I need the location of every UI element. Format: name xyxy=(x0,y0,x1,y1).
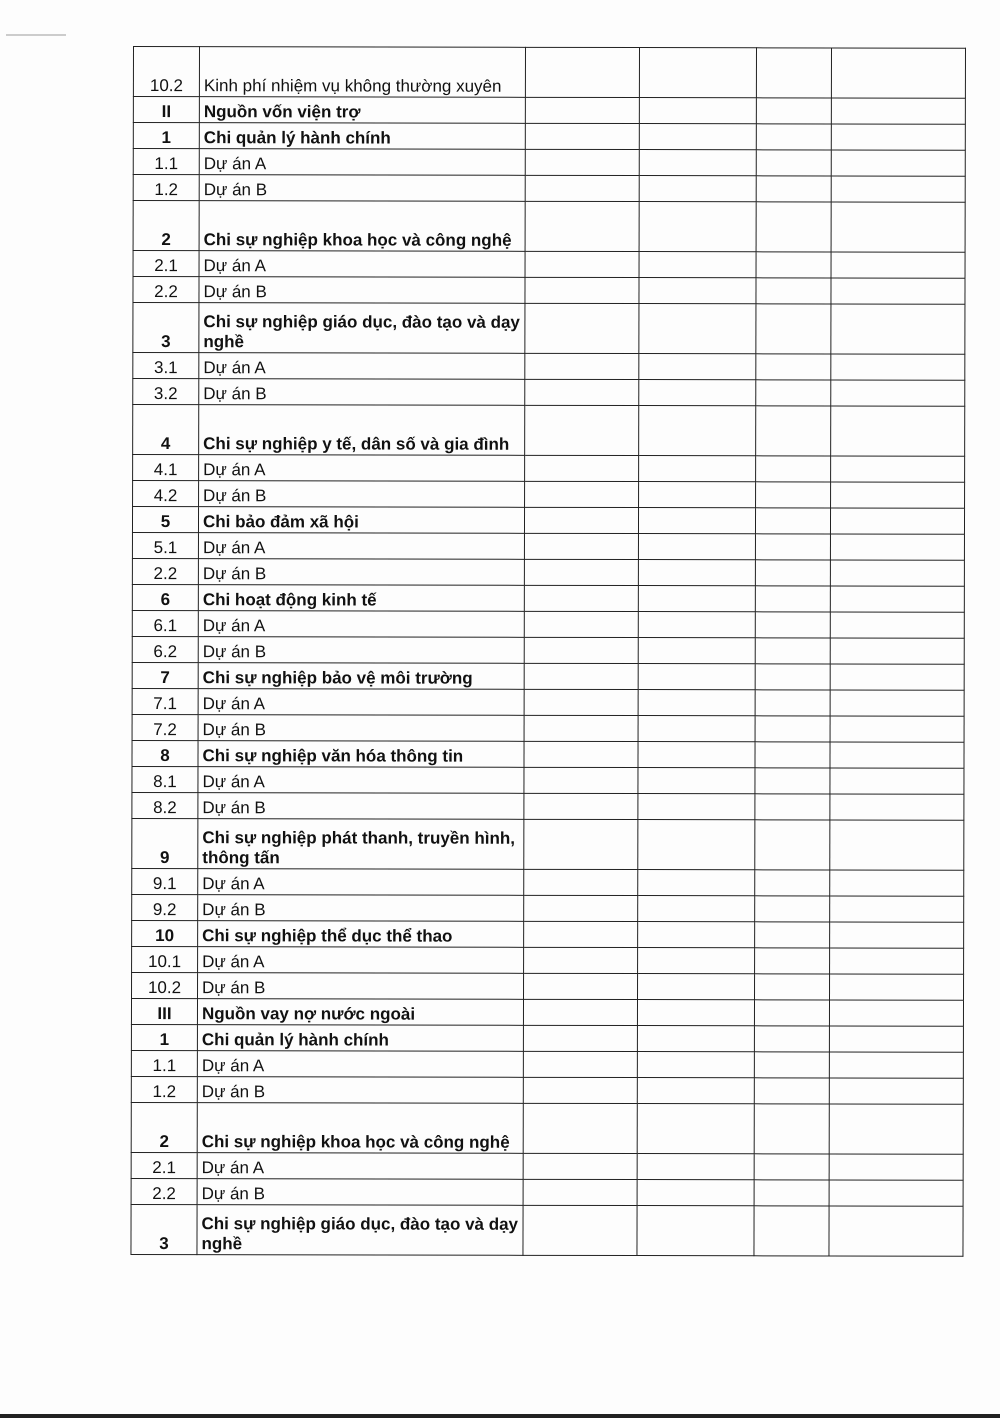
table-row xyxy=(131,1178,963,1206)
empty-value-cell xyxy=(639,98,756,124)
empty-value-cell xyxy=(831,150,965,176)
empty-value-cell xyxy=(639,150,756,176)
row-number-cell: 1.2 xyxy=(133,175,199,201)
empty-value-cell xyxy=(830,586,964,612)
row-number-cell: 6.2 xyxy=(132,636,198,662)
row-number-cell: 7.2 xyxy=(132,714,198,740)
row-label-cell: Dự án B xyxy=(199,175,525,202)
row-number-cell: 3.2 xyxy=(133,379,199,405)
row-label-cell: Dự án B xyxy=(198,715,524,742)
empty-value-cell xyxy=(524,741,638,767)
empty-value-cell xyxy=(523,1179,637,1205)
row-label-cell: Kinh phí nhiệm vụ không thường xuyên xyxy=(199,47,525,98)
row-number-cell: 2.2 xyxy=(133,277,199,303)
row-label-cell: Dự án B xyxy=(197,1179,523,1206)
empty-value-cell xyxy=(754,1078,829,1104)
table-row xyxy=(132,636,964,664)
empty-value-cell xyxy=(639,278,756,304)
empty-value-cell xyxy=(524,947,638,973)
table-row xyxy=(133,175,965,203)
row-number-cell: III xyxy=(131,998,197,1024)
empty-value-cell xyxy=(755,974,830,1000)
row-number-cell: 8 xyxy=(132,740,198,766)
empty-value-cell xyxy=(756,202,831,252)
empty-value-cell xyxy=(830,922,964,948)
row-label-cell: Chi sự nghiệp giáo dục, đào tạo và dạy nghề xyxy=(197,1205,523,1256)
table-row xyxy=(131,1024,963,1052)
empty-value-cell xyxy=(755,534,830,560)
empty-value-cell xyxy=(638,508,755,534)
empty-value-cell xyxy=(831,406,965,456)
empty-value-cell xyxy=(831,98,965,124)
row-label-cell: Dự án A xyxy=(197,1051,523,1078)
row-number-cell: 6 xyxy=(132,584,198,610)
row-number-cell: 4.1 xyxy=(133,455,199,481)
row-number-cell: 8.1 xyxy=(132,766,198,792)
table-row xyxy=(131,1076,963,1104)
empty-value-cell xyxy=(756,124,831,150)
empty-value-cell xyxy=(639,176,756,202)
row-number-cell: 2 xyxy=(131,1102,197,1152)
empty-value-cell xyxy=(755,794,830,820)
row-label-cell: Chi bảo đảm xã hội xyxy=(198,507,524,534)
empty-value-cell xyxy=(756,482,831,508)
row-label-cell: Chi sự nghiệp bảo vệ môi trường xyxy=(198,663,524,690)
empty-value-cell xyxy=(830,948,964,974)
empty-value-cell xyxy=(754,1206,829,1256)
empty-value-cell xyxy=(523,1103,637,1153)
row-label-cell: Chi sự nghiệp khoa học và công nghệ xyxy=(199,201,525,252)
empty-value-cell xyxy=(637,1000,754,1026)
empty-value-cell xyxy=(638,664,755,690)
table-row xyxy=(132,714,964,742)
empty-value-cell xyxy=(755,586,830,612)
row-number-cell: 10.1 xyxy=(132,946,198,972)
empty-value-cell xyxy=(831,278,965,304)
row-label-cell: Dự án B xyxy=(198,973,524,1000)
row-label-cell: Chi sự nghiệp văn hóa thông tin xyxy=(198,741,524,768)
empty-value-cell xyxy=(830,638,964,664)
table-row xyxy=(133,97,965,125)
empty-value-cell xyxy=(638,742,755,768)
row-label-cell: Dự án B xyxy=(199,277,525,304)
table-row xyxy=(132,507,964,535)
table-row xyxy=(132,533,964,561)
empty-value-cell xyxy=(831,304,965,354)
empty-value-cell xyxy=(829,1104,963,1154)
empty-value-cell xyxy=(638,948,755,974)
empty-value-cell xyxy=(638,612,755,638)
row-label-cell: Dự án B xyxy=(198,559,524,586)
empty-value-cell xyxy=(756,48,831,98)
empty-value-cell xyxy=(638,690,755,716)
budget-table-body xyxy=(131,47,966,1257)
row-label-cell: Dự án A xyxy=(198,533,524,560)
empty-value-cell xyxy=(830,690,964,716)
empty-value-cell xyxy=(755,922,830,948)
table-row xyxy=(132,920,964,948)
row-label-cell: Dự án A xyxy=(198,689,524,716)
empty-value-cell xyxy=(755,560,830,586)
row-label-cell: Dự án B xyxy=(199,481,525,508)
empty-value-cell xyxy=(637,1026,754,1052)
empty-value-cell xyxy=(638,794,755,820)
empty-value-cell xyxy=(637,1180,754,1206)
row-number-cell: 1.1 xyxy=(133,149,199,175)
row-number-cell: 1 xyxy=(131,1024,197,1050)
row-number-cell: 2.2 xyxy=(132,558,198,584)
empty-value-cell xyxy=(525,405,639,455)
empty-value-cell xyxy=(525,303,639,353)
empty-value-cell xyxy=(831,456,965,482)
table-row xyxy=(133,303,965,355)
empty-value-cell xyxy=(524,767,638,793)
table-row xyxy=(133,455,965,483)
row-number-cell: 5 xyxy=(132,507,198,533)
empty-value-cell xyxy=(638,534,755,560)
table-row xyxy=(133,353,965,381)
row-label-cell: Dự án B xyxy=(197,1077,523,1104)
row-label-cell: Dự án A xyxy=(198,767,524,794)
table-row xyxy=(131,1152,963,1180)
table-row xyxy=(132,740,964,768)
empty-value-cell xyxy=(831,176,965,202)
row-label-cell: Dự án A xyxy=(198,947,524,974)
row-number-cell: 5.1 xyxy=(132,533,198,559)
empty-value-cell xyxy=(523,1051,637,1077)
empty-value-cell xyxy=(524,819,638,869)
empty-value-cell xyxy=(831,48,965,98)
empty-value-cell xyxy=(638,974,755,1000)
row-label-cell: Dự án B xyxy=(198,637,524,664)
table-row xyxy=(132,662,964,690)
empty-value-cell xyxy=(524,533,638,559)
empty-value-cell xyxy=(524,585,638,611)
empty-value-cell xyxy=(525,251,639,277)
row-label-cell: Chi quản lý hành chính xyxy=(199,123,525,150)
empty-value-cell xyxy=(639,48,756,98)
row-number-cell: 7.1 xyxy=(132,688,198,714)
empty-value-cell xyxy=(523,1025,637,1051)
empty-value-cell xyxy=(524,507,638,533)
empty-value-cell xyxy=(831,252,965,278)
empty-value-cell xyxy=(524,689,638,715)
empty-value-cell xyxy=(756,456,831,482)
row-number-cell: 3 xyxy=(133,303,199,353)
row-number-cell: 10.2 xyxy=(132,972,198,998)
empty-value-cell xyxy=(830,974,964,1000)
empty-value-cell xyxy=(524,611,638,637)
empty-value-cell xyxy=(830,508,964,534)
empty-value-cell xyxy=(754,1000,829,1026)
empty-value-cell xyxy=(754,1052,829,1078)
empty-value-cell xyxy=(831,354,965,380)
row-label-cell: Dự án A xyxy=(199,251,525,278)
empty-value-cell xyxy=(639,406,756,456)
empty-value-cell xyxy=(637,1052,754,1078)
empty-value-cell xyxy=(754,1154,829,1180)
row-number-cell: 2.1 xyxy=(131,1152,197,1178)
budget-table xyxy=(130,46,966,1257)
empty-value-cell xyxy=(639,380,756,406)
table-row xyxy=(133,251,965,279)
table-row xyxy=(132,558,964,586)
empty-value-cell xyxy=(637,1154,754,1180)
row-label-cell: Dự án A xyxy=(198,611,524,638)
table-row xyxy=(132,610,964,638)
row-label-cell: Dự án A xyxy=(199,455,525,482)
row-label-cell: Dự án A xyxy=(199,149,525,176)
empty-value-cell xyxy=(523,1077,637,1103)
empty-value-cell xyxy=(525,379,639,405)
empty-value-cell xyxy=(755,948,830,974)
row-label-cell: Chi sự nghiệp phát thanh, truyền hình, thông tấn xyxy=(198,819,524,870)
row-number-cell: 2.2 xyxy=(131,1178,197,1204)
empty-value-cell xyxy=(524,921,638,947)
empty-value-cell xyxy=(829,1206,963,1256)
empty-value-cell xyxy=(830,896,964,922)
empty-value-cell xyxy=(639,124,756,150)
row-label-cell: Dự án A xyxy=(199,353,525,380)
empty-value-cell xyxy=(637,1104,754,1154)
row-label-cell: Nguồn vay nợ nước ngoài xyxy=(197,999,523,1026)
empty-value-cell xyxy=(755,768,830,794)
empty-value-cell xyxy=(525,353,639,379)
table-row xyxy=(133,47,965,99)
empty-value-cell xyxy=(638,820,755,870)
empty-value-cell xyxy=(639,304,756,354)
empty-value-cell xyxy=(638,586,755,612)
empty-value-cell xyxy=(829,1154,963,1180)
empty-value-cell xyxy=(754,1180,829,1206)
table-row xyxy=(133,405,965,457)
table-row xyxy=(132,972,964,1000)
empty-value-cell xyxy=(756,406,831,456)
empty-value-cell xyxy=(755,742,830,768)
empty-value-cell xyxy=(831,482,965,508)
table-row xyxy=(132,766,964,794)
empty-value-cell xyxy=(524,637,638,663)
empty-value-cell xyxy=(755,896,830,922)
empty-value-cell xyxy=(754,1026,829,1052)
row-number-cell: 6.1 xyxy=(132,610,198,636)
empty-value-cell xyxy=(525,123,639,149)
table-row xyxy=(132,894,964,922)
table-row xyxy=(133,123,965,151)
row-number-cell: 3.1 xyxy=(133,353,199,379)
empty-value-cell xyxy=(830,612,964,638)
empty-value-cell xyxy=(524,869,638,895)
empty-value-cell xyxy=(524,663,638,689)
empty-value-cell xyxy=(524,895,638,921)
empty-value-cell xyxy=(639,354,756,380)
empty-value-cell xyxy=(638,716,755,742)
empty-value-cell xyxy=(829,1000,963,1026)
row-label-cell: Dự án B xyxy=(199,379,525,406)
table-row xyxy=(132,792,964,820)
row-label-cell: Nguồn vốn viện trợ xyxy=(199,97,525,124)
empty-value-cell xyxy=(638,638,755,664)
table-row xyxy=(133,481,965,509)
row-label-cell: Dự án A xyxy=(198,869,524,896)
empty-value-cell xyxy=(756,252,831,278)
empty-value-cell xyxy=(638,896,755,922)
row-label-cell: Chi sự nghiệp giáo dục, đào tạo và dạy nghề xyxy=(199,303,525,354)
empty-value-cell xyxy=(639,456,756,482)
row-number-cell: 2.1 xyxy=(133,251,199,277)
empty-value-cell xyxy=(830,534,964,560)
row-number-cell: 1.2 xyxy=(131,1076,197,1102)
empty-value-cell xyxy=(831,124,965,150)
table-row xyxy=(131,1102,963,1154)
empty-value-cell xyxy=(756,278,831,304)
empty-value-cell xyxy=(524,559,638,585)
row-label-cell: Chi sự nghiệp thể dục thể thao xyxy=(198,921,524,948)
empty-value-cell xyxy=(829,1180,963,1206)
row-number-cell: 10 xyxy=(132,920,198,946)
row-label-cell: Dự án B xyxy=(198,793,524,820)
row-number-cell: 8.2 xyxy=(132,792,198,818)
empty-value-cell xyxy=(525,97,639,123)
empty-value-cell xyxy=(637,1078,754,1104)
empty-value-cell xyxy=(523,1205,637,1255)
empty-value-cell xyxy=(755,870,830,896)
empty-value-cell xyxy=(756,176,831,202)
row-label-cell: Dự án B xyxy=(198,895,524,922)
table-row xyxy=(131,1050,963,1078)
empty-value-cell xyxy=(638,870,755,896)
empty-value-cell xyxy=(755,664,830,690)
row-number-cell: 7 xyxy=(132,662,198,688)
row-label-cell: Chi sự nghiệp y tế, dân số và gia đình xyxy=(199,405,525,456)
empty-value-cell xyxy=(756,304,831,354)
empty-value-cell xyxy=(755,612,830,638)
empty-value-cell xyxy=(755,716,830,742)
row-number-cell: 9.2 xyxy=(132,894,198,920)
empty-value-cell xyxy=(755,820,830,870)
row-number-cell: 4.2 xyxy=(133,481,199,507)
empty-value-cell xyxy=(830,768,964,794)
row-label-cell: Chi quản lý hành chính xyxy=(197,1025,523,1052)
table-row xyxy=(133,379,965,407)
row-number-cell: 10.2 xyxy=(133,47,199,97)
empty-value-cell xyxy=(756,354,831,380)
table-row xyxy=(132,688,964,716)
empty-value-cell xyxy=(830,716,964,742)
empty-value-cell xyxy=(756,98,831,124)
empty-value-cell xyxy=(639,252,756,278)
empty-value-cell xyxy=(523,1153,637,1179)
table-row xyxy=(133,277,965,305)
table-row xyxy=(132,868,964,896)
empty-value-cell xyxy=(830,664,964,690)
empty-value-cell xyxy=(831,380,965,406)
row-number-cell: 2 xyxy=(133,201,199,251)
empty-value-cell xyxy=(756,150,831,176)
table-row xyxy=(131,1204,963,1256)
empty-value-cell xyxy=(830,794,964,820)
empty-value-cell xyxy=(524,793,638,819)
empty-value-cell xyxy=(829,1026,963,1052)
empty-value-cell xyxy=(755,508,830,534)
empty-value-cell xyxy=(525,201,639,251)
empty-value-cell xyxy=(524,973,638,999)
empty-value-cell xyxy=(524,715,638,741)
empty-value-cell xyxy=(830,742,964,768)
row-label-cell: Chi sự nghiệp khoa học và công nghệ xyxy=(197,1103,523,1154)
empty-value-cell xyxy=(525,175,639,201)
row-number-cell: 3 xyxy=(131,1204,197,1254)
empty-value-cell xyxy=(829,1078,963,1104)
empty-value-cell xyxy=(639,202,756,252)
row-number-cell: 1.1 xyxy=(131,1050,197,1076)
empty-value-cell xyxy=(525,47,639,97)
empty-value-cell xyxy=(638,922,755,948)
empty-value-cell xyxy=(525,277,639,303)
empty-value-cell xyxy=(525,149,639,175)
row-number-cell: II xyxy=(133,97,199,123)
table-row xyxy=(132,946,964,974)
scan-artifact xyxy=(6,34,66,36)
empty-value-cell xyxy=(755,690,830,716)
row-number-cell: 9.1 xyxy=(132,868,198,894)
empty-value-cell xyxy=(831,202,965,252)
table-row xyxy=(133,201,965,253)
empty-value-cell xyxy=(830,870,964,896)
empty-value-cell xyxy=(638,560,755,586)
table-row xyxy=(132,818,964,870)
empty-value-cell xyxy=(830,820,964,870)
empty-value-cell xyxy=(637,1206,754,1256)
row-label-cell: Dự án A xyxy=(197,1153,523,1180)
row-number-cell: 4 xyxy=(133,405,199,455)
row-number-cell: 9 xyxy=(132,818,198,868)
empty-value-cell xyxy=(754,1104,829,1154)
empty-value-cell xyxy=(638,768,755,794)
table-row xyxy=(132,584,964,612)
table-row xyxy=(131,998,963,1026)
empty-value-cell xyxy=(525,455,639,481)
empty-value-cell xyxy=(525,481,639,507)
empty-value-cell xyxy=(755,638,830,664)
empty-value-cell xyxy=(830,560,964,586)
row-label-cell: Chi hoạt động kinh tế xyxy=(198,585,524,612)
empty-value-cell xyxy=(639,482,756,508)
page-bottom-edge xyxy=(0,1414,1000,1418)
row-number-cell: 1 xyxy=(133,123,199,149)
empty-value-cell xyxy=(829,1052,963,1078)
empty-value-cell xyxy=(756,380,831,406)
table-row xyxy=(133,149,965,177)
empty-value-cell xyxy=(523,999,637,1025)
